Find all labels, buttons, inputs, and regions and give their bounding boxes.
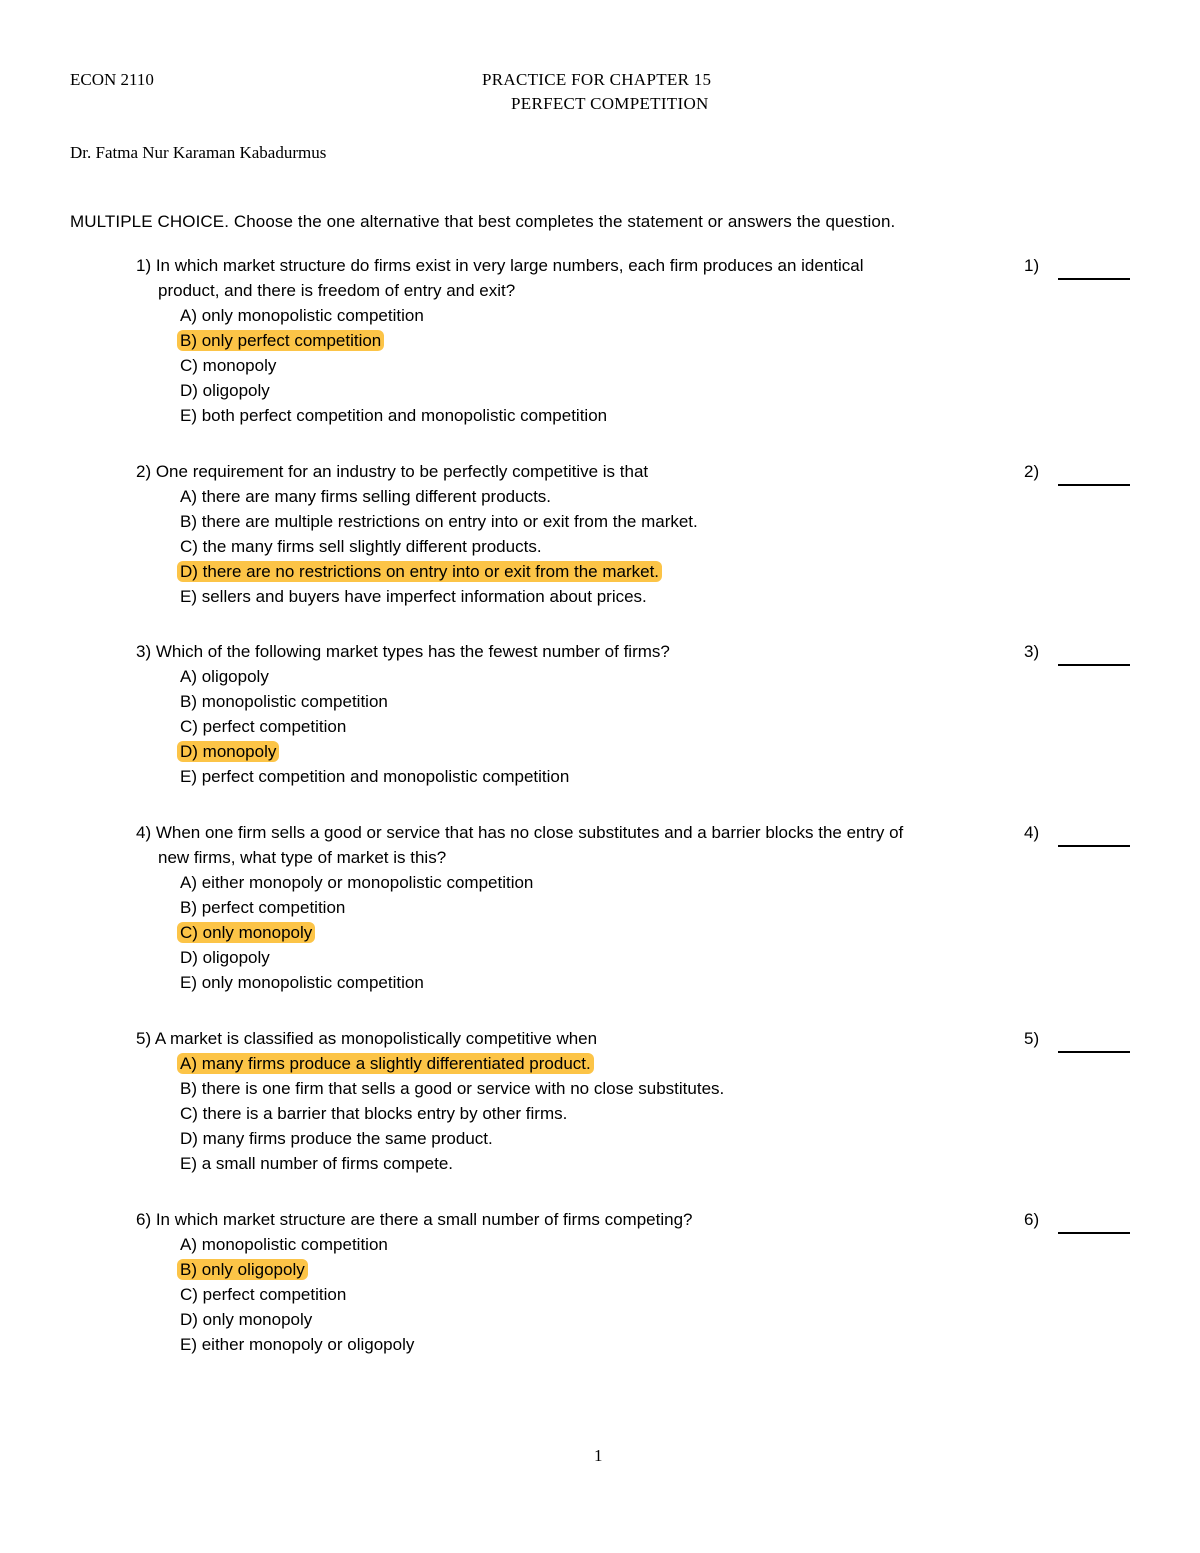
answer-option [180, 587, 647, 607]
answer-option-label: C) perfect competition [180, 1285, 347, 1304]
answer-option-label: B) there are multiple restrictions on entry into or exit from the market. [180, 512, 698, 531]
answer-option-label: B) monopolistic competition [180, 692, 388, 711]
answer-option-label: E) both perfect competition and monopolistic competition [180, 406, 608, 425]
answer-option [180, 1129, 493, 1149]
answer-option [180, 973, 424, 993]
answer-blank [1058, 484, 1130, 486]
answer-option-label: A) there are many firms selling different products. [180, 487, 552, 506]
question-text: 4) When one firm sells a good or service that has no close substitutes and a barrier blocks the entry of [136, 823, 904, 842]
highlighted-answer: B) only perfect competition [177, 330, 384, 351]
answer-option [180, 692, 388, 712]
question-text-continued: new firms, what type of market is this? [158, 848, 447, 867]
answer-option-label: D) oligopoly [180, 948, 270, 967]
answer-option [180, 667, 269, 687]
question-text: 1) In which market structure do firms exist in very large numbers, each firm produces an identical [136, 256, 864, 275]
answer-option [180, 562, 662, 582]
answer-option [180, 717, 346, 737]
answer-option-label: D) many firms produce the same product. [180, 1129, 493, 1148]
answer-number: 4) [1024, 823, 1040, 842]
answer-option [180, 923, 315, 943]
answer-option [180, 306, 424, 326]
answer-option [180, 873, 533, 893]
answer-option-label: D) oligopoly [180, 381, 270, 400]
answer-option [180, 406, 607, 426]
answer-option [180, 512, 698, 532]
answer-option-label: B) perfect competition [180, 898, 346, 917]
page-number: 1 [594, 1446, 603, 1465]
answer-option-label: B) there is one firm that sells a good or service with no close substitutes. [180, 1079, 725, 1098]
answer-option-label: C) perfect competition [180, 717, 347, 736]
answer-blank [1058, 278, 1130, 280]
answer-option [180, 1260, 308, 1280]
instructor-name: Dr. Fatma Nur Karaman Kabadurmus [70, 143, 327, 162]
answer-option [180, 331, 384, 351]
answer-option [180, 742, 279, 762]
section-instructions: MULTIPLE CHOICE. Choose the one alternative that best completes the statement or answers the question. [70, 212, 896, 231]
answer-option-label: C) monopoly [180, 356, 277, 375]
answer-option [180, 1235, 388, 1255]
answer-blank [1058, 1051, 1130, 1053]
highlighted-answer: B) only oligopoly [177, 1259, 308, 1280]
answer-option [180, 537, 542, 557]
highlighted-answer: A) many firms produce a slightly differentiated product. [177, 1053, 594, 1074]
answer-option-label: C) the many firms sell slightly different products. [180, 537, 542, 556]
highlighted-answer: D) monopoly [177, 741, 279, 762]
page-title: PRACTICE FOR CHAPTER 15 [482, 70, 712, 89]
answer-option-label: E) a small number of firms compete. [180, 1154, 454, 1173]
question-text: 2) One requirement for an industry to be perfectly competitive is that [136, 462, 649, 481]
answer-option [180, 1335, 414, 1355]
answer-number: 1) [1024, 256, 1040, 275]
answer-option [180, 1104, 567, 1124]
answer-option-label: A) only monopolistic competition [180, 306, 424, 325]
answer-option-label: A) oligopoly [180, 667, 269, 686]
page-subtitle: PERFECT COMPETITION [511, 94, 709, 113]
answer-option-label: E) either monopoly or oligopoly [180, 1335, 415, 1354]
answer-number: 3) [1024, 642, 1040, 661]
answer-option [180, 767, 569, 787]
answer-blank [1058, 845, 1130, 847]
answer-option-label: D) only monopoly [180, 1310, 313, 1329]
question-text: 6) In which market structure are there a small number of firms competing? [136, 1210, 693, 1229]
answer-option-label: E) perfect competition and monopolistic competition [180, 767, 570, 786]
question-text: 5) A market is classified as monopolistically competitive when [136, 1029, 598, 1048]
answer-option-label: E) sellers and buyers have imperfect information about prices. [180, 587, 647, 606]
answer-option-label: A) monopolistic competition [180, 1235, 388, 1254]
answer-option [180, 1054, 594, 1074]
answer-option-label: E) only monopolistic competition [180, 973, 424, 992]
answer-option [180, 356, 276, 376]
answer-option [180, 1285, 346, 1305]
answer-blank [1058, 664, 1130, 666]
answer-blank [1058, 1232, 1130, 1234]
answer-option [180, 1079, 724, 1099]
answer-number: 2) [1024, 462, 1040, 481]
answer-option [180, 381, 270, 401]
answer-option-label: C) there is a barrier that blocks entry by other firms. [180, 1104, 568, 1123]
course-code: ECON 2110 [70, 70, 154, 89]
question-text-continued: product, and there is freedom of entry and exit? [158, 281, 516, 300]
highlighted-answer: C) only monopoly [177, 922, 315, 943]
answer-option [180, 1154, 453, 1174]
answer-number: 6) [1024, 1210, 1040, 1229]
answer-option [180, 948, 270, 968]
question-text: 3) Which of the following market types has the fewest number of firms? [136, 642, 670, 661]
answer-option [180, 487, 551, 507]
answer-option [180, 1310, 312, 1330]
answer-option-label: A) either monopoly or monopolistic competition [180, 873, 534, 892]
answer-number: 5) [1024, 1029, 1040, 1048]
answer-option [180, 898, 345, 918]
highlighted-answer: D) there are no restrictions on entry into or exit from the market. [177, 561, 662, 582]
